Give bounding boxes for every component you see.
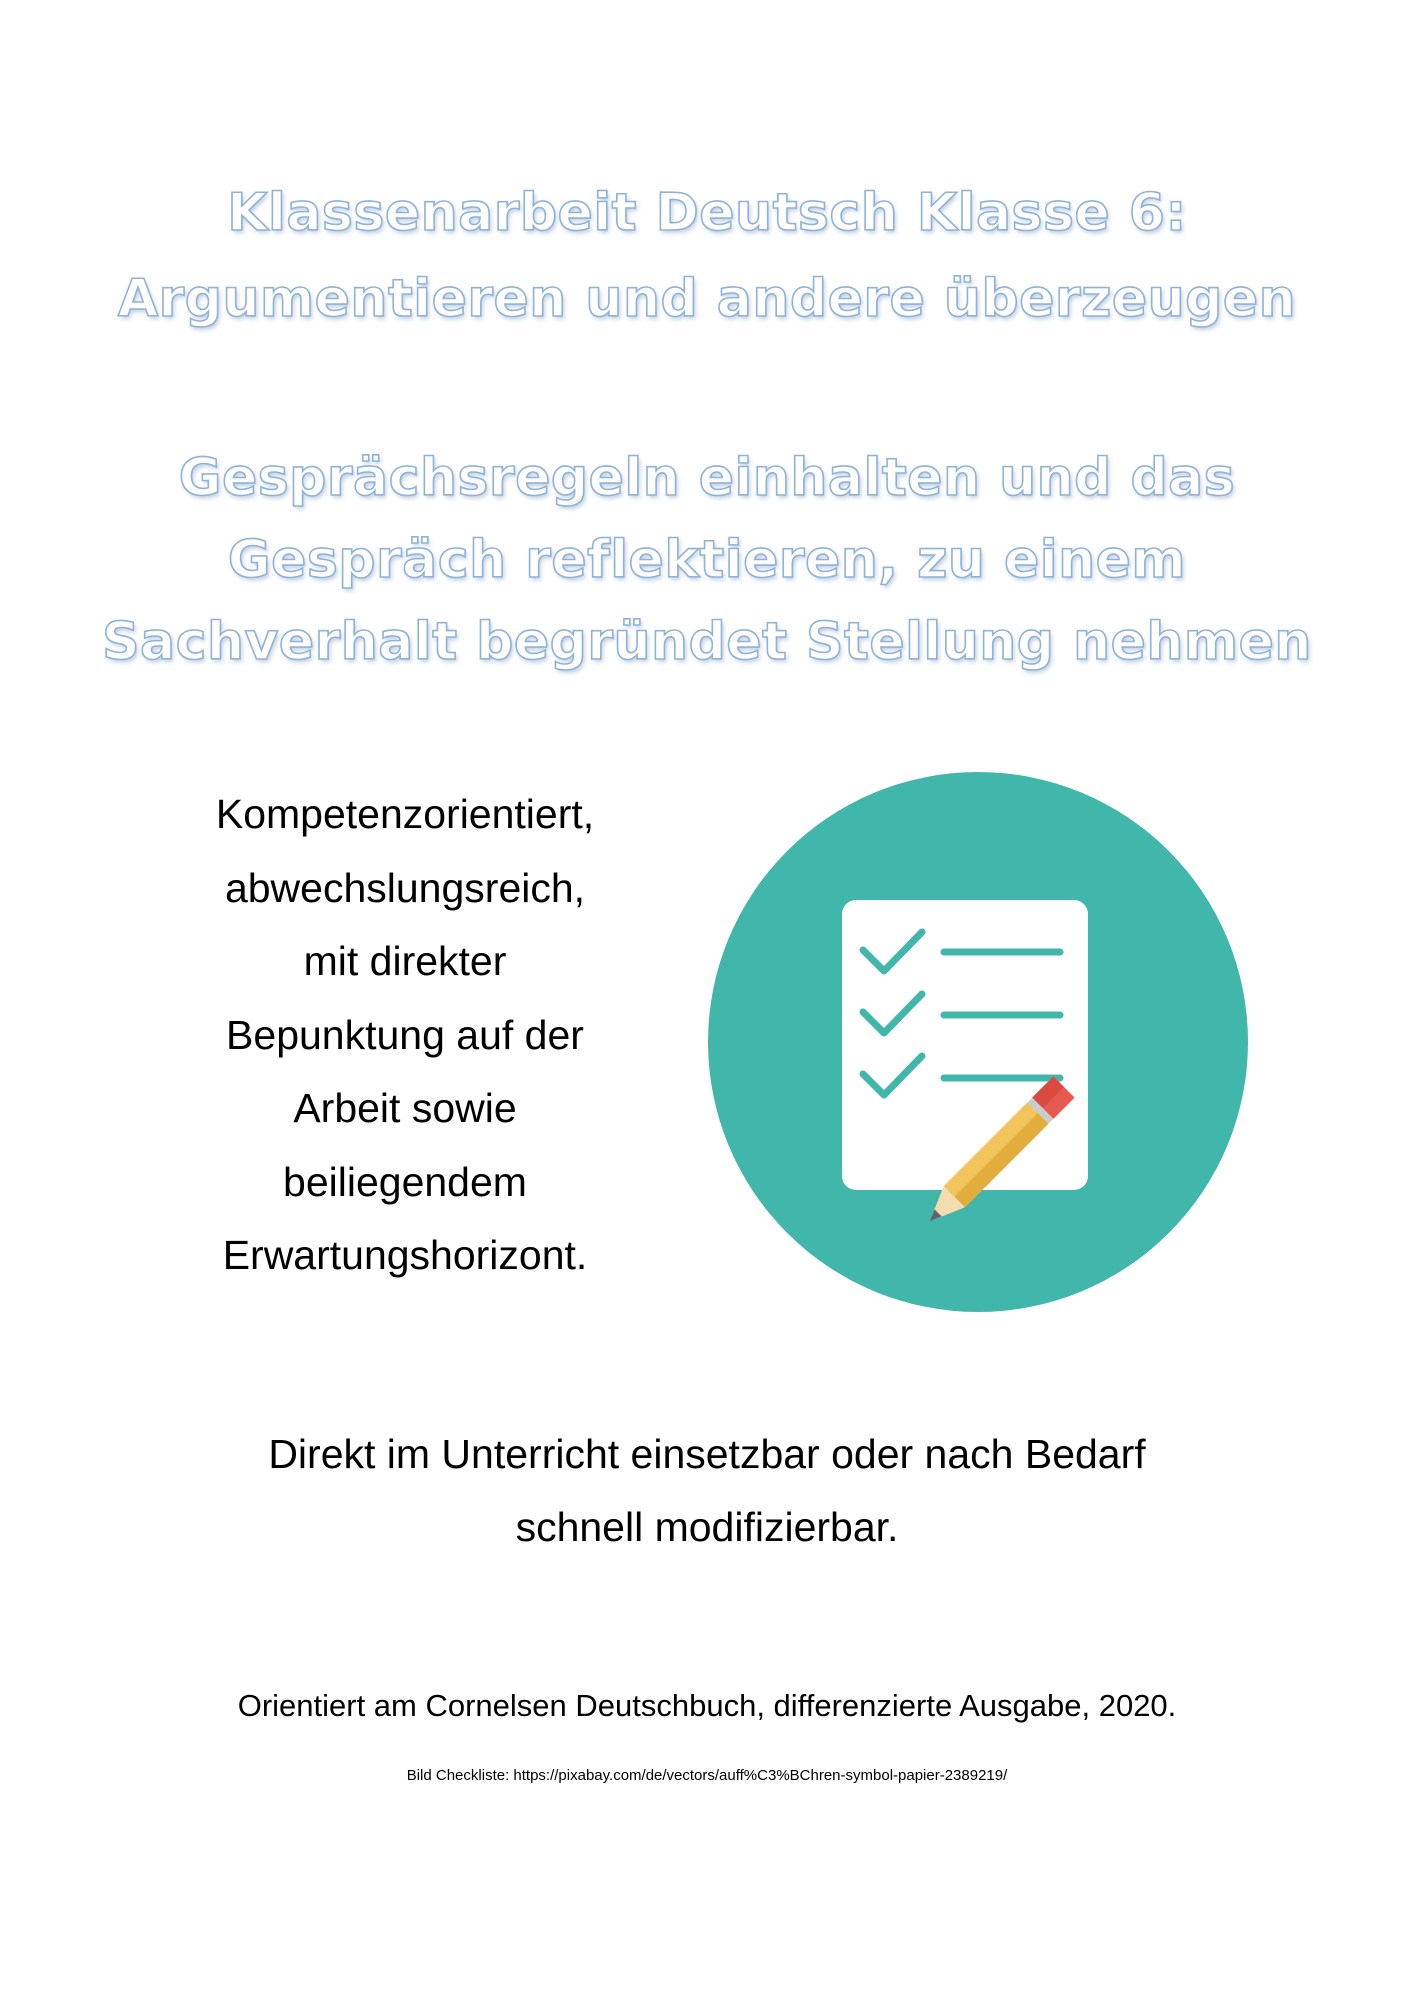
document-subtitle xyxy=(0,437,1414,683)
paper-sheet xyxy=(842,900,1088,1190)
usage-note-line-2: schnell modifizierbar. xyxy=(515,1504,899,1550)
title-line-2: Argumentieren und andere überzeugen xyxy=(117,269,1297,329)
document-title xyxy=(0,170,1414,342)
usage-note xyxy=(0,1418,1414,1564)
feature-line: beiliegendem xyxy=(283,1158,527,1205)
feature-description xyxy=(150,778,660,1293)
feature-line: Bepunktung auf der xyxy=(226,1011,584,1058)
usage-note-line-1: Direkt im Unterricht einsetzbar oder nach Bedarf xyxy=(268,1431,1146,1477)
feature-line: Erwartungshorizont. xyxy=(222,1232,588,1278)
subtitle-line-1: Gesprächsregeln einhalten und das xyxy=(178,448,1236,508)
checklist-illustration xyxy=(708,772,1248,1312)
subtitle-line-2: Gespräch reflektieren, zu einem xyxy=(227,530,1187,590)
feature-line: abwechslungsreich, xyxy=(224,864,586,911)
subtitle-line-3: Sachverhalt begründet Stellung nehmen xyxy=(102,612,1312,672)
checklist-pencil-icon xyxy=(708,772,1248,1312)
feature-line: Kompetenzorientiert, xyxy=(215,791,595,837)
source-reference: Orientiert am Cornelsen Deutschbuch, differenzierte Ausgabe, 2020. xyxy=(237,1688,1177,1723)
feature-line: mit direkter xyxy=(303,938,507,984)
image-credit: Bild Checkliste: https://pixabay.com/de/vectors/auff%C3%BChren-symbol-papier-2389219/ xyxy=(406,1767,1008,1784)
feature-line: Arbeit sowie xyxy=(293,1085,517,1131)
title-line-1: Klassenarbeit Deutsch Klasse 6: xyxy=(227,183,1187,243)
